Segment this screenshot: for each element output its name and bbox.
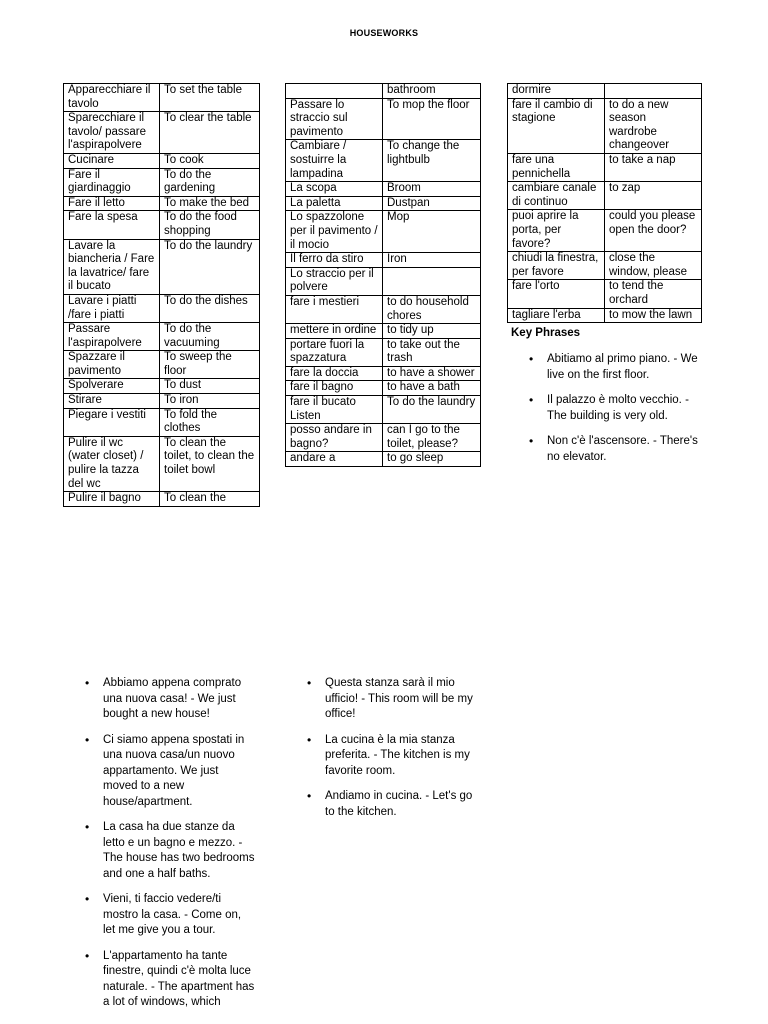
table-row: [286, 253, 481, 268]
italian-term-cell: Fare il giardinaggio: [64, 168, 160, 196]
english-term-cell: to have a shower: [383, 366, 481, 381]
italian-term-cell: Cambiare / sostuirre la lampadina: [286, 140, 383, 182]
italian-term-cell: Il ferro da stiro: [286, 253, 383, 268]
phrases-list-right: [307, 676, 482, 830]
english-term-cell: close the window, please: [605, 252, 702, 280]
italian-term-cell: cambiare canale di continuo: [508, 182, 605, 210]
key-phrase-item: • Non c'è l'ascensore. - There's no elevator.: [529, 434, 709, 465]
table-row: [508, 308, 702, 323]
table-row: [508, 182, 702, 210]
italian-term-cell: La scopa: [286, 182, 383, 197]
table-row: [286, 424, 481, 452]
italian-term-cell: Cucinare: [64, 153, 160, 168]
italian-term-cell: Fare il letto: [64, 196, 160, 211]
table-row: [508, 210, 702, 252]
italian-term-cell: fare il bagno: [286, 381, 383, 396]
vocab-table-1: [63, 83, 260, 507]
table-row: [64, 153, 260, 168]
phrase-item: • La cucina è la mia stanza preferita. - The kitchen is my favorite room.: [307, 733, 482, 780]
english-term-cell: To make the bed: [160, 196, 260, 211]
english-term-cell: to do a new season wardrobe changeover: [605, 98, 702, 153]
english-term-cell: to take out the trash: [383, 338, 481, 366]
italian-term-cell: Lavare la biancheria / Fare la lavatrice/ fare il bucato: [64, 239, 160, 294]
english-term-cell: To do the food shopping: [160, 211, 260, 239]
table-row: [508, 98, 702, 153]
english-term-cell: [605, 84, 702, 99]
english-term-cell: To clean the: [160, 492, 260, 507]
italian-term-cell: fare i mestieri: [286, 295, 383, 323]
italian-term-cell: portare fuori la spazzatura: [286, 338, 383, 366]
table-row: [286, 98, 481, 140]
phrase-item: • Vieni, ti faccio vedere/ti mostro la casa. - Come on, let me give you a tour.: [85, 892, 255, 939]
table-row: [64, 323, 260, 351]
english-term-cell: Dustpan: [383, 196, 481, 211]
table-row: [286, 396, 481, 424]
phrases-list-left: [85, 676, 255, 1021]
table-row: [286, 140, 481, 182]
table-row: [64, 211, 260, 239]
italian-term-cell: Stirare: [64, 394, 160, 409]
english-term-cell: could you please open the door?: [605, 210, 702, 252]
table-row: [508, 280, 702, 308]
english-term-cell: to do household chores: [383, 295, 481, 323]
english-term-cell: To do the laundry: [383, 396, 481, 424]
table-row: [508, 84, 702, 99]
italian-term-cell: Sparecchiare il tavolo/ passare l'aspirapolvere: [64, 112, 160, 154]
italian-term-cell: fare il cambio di stagione: [508, 98, 605, 153]
table-row: [286, 366, 481, 381]
english-term-cell: To dust: [160, 379, 260, 394]
italian-term-cell: Apparecchiare il tavolo: [64, 84, 160, 112]
english-term-cell: To clear the table: [160, 112, 260, 154]
italian-term-cell: La paletta: [286, 196, 383, 211]
italian-term-cell: Lo spazzolone per il pavimento / il mocio: [286, 211, 383, 253]
english-term-cell: To do the dishes: [160, 294, 260, 322]
key-phrases-list: [529, 352, 709, 475]
table-row: [286, 381, 481, 396]
italian-term-cell: fare la doccia: [286, 366, 383, 381]
italian-term-cell: Fare la spesa: [64, 211, 160, 239]
phrase-item: • Questa stanza sarà il mio ufficio! - This room will be my office!: [307, 676, 482, 723]
english-term-cell: bathroom: [383, 84, 481, 99]
italian-term-cell: Piegare i vestiti: [64, 408, 160, 436]
vocab-table-2: [285, 83, 481, 467]
italian-term-cell: Lo straccio per il polvere: [286, 267, 383, 295]
page-title: HOUSEWORKS: [349, 28, 419, 38]
english-term-cell: To clean the toilet, to clean the toilet bowl: [160, 436, 260, 491]
italian-term-cell: mettere in ordine: [286, 324, 383, 339]
italian-term-cell: chiudi la finestra, per favore: [508, 252, 605, 280]
english-term-cell: to have a bath: [383, 381, 481, 396]
english-term-cell: To do the gardening: [160, 168, 260, 196]
english-term-cell: Mop: [383, 211, 481, 253]
table-row: [286, 182, 481, 197]
english-term-cell: To do the laundry: [160, 239, 260, 294]
italian-term-cell: Spolverare: [64, 379, 160, 394]
phrase-item: • L'appartamento ha tante finestre, quindi c'è molta luce naturale. - The apartment has a lot of windows, which: [85, 949, 255, 1011]
phrase-item: • La casa ha due stanze da letto e un bagno e mezzo. - The house has two bedrooms and one a half baths.: [85, 820, 255, 882]
english-term-cell: to tidy up: [383, 324, 481, 339]
table-row: [64, 168, 260, 196]
table-row: [64, 196, 260, 211]
table-row: [286, 324, 481, 339]
english-term-cell: To iron: [160, 394, 260, 409]
table-row: [508, 252, 702, 280]
english-term-cell: To fold the clothes: [160, 408, 260, 436]
table-row: [286, 295, 481, 323]
table-row: [64, 112, 260, 154]
italian-term-cell: Lavare i piatti /fare i piatti: [64, 294, 160, 322]
english-term-cell: To cook: [160, 153, 260, 168]
table-row: [64, 351, 260, 379]
italian-term-cell: fare il bucato Listen: [286, 396, 383, 424]
italian-term-cell: Pulire il wc (water closet) / pulire la tazza del wc: [64, 436, 160, 491]
english-term-cell: Broom: [383, 182, 481, 197]
table-row: [64, 379, 260, 394]
table-row: [286, 196, 481, 211]
italian-term-cell: puoi aprire la porta, per favore?: [508, 210, 605, 252]
english-term-cell: to mow the lawn: [605, 308, 702, 323]
italian-term-cell: posso andare in bagno?: [286, 424, 383, 452]
italian-term-cell: andare a: [286, 452, 383, 467]
vocab-table-3: [507, 83, 702, 323]
english-term-cell: To change the lightbulb: [383, 140, 481, 182]
english-term-cell: to go sleep: [383, 452, 481, 467]
english-term-cell: To mop the floor: [383, 98, 481, 140]
key-phrases-heading: Key Phrases: [511, 327, 581, 339]
italian-term-cell: fare una pennichella: [508, 153, 605, 181]
english-term-cell: to tend the orchard: [605, 280, 702, 308]
english-term-cell: [383, 267, 481, 295]
key-phrase-item: • Abitiamo al primo piano. - We live on the first floor.: [529, 352, 709, 383]
italian-term-cell: Passare lo straccio sul pavimento: [286, 98, 383, 140]
phrase-item: • Ci siamo appena spostati in una nuova casa/un nuovo appartamento. We just moved to a new house/apartment.: [85, 733, 255, 811]
table-row: [64, 436, 260, 491]
table-row: [64, 394, 260, 409]
table-row: [286, 452, 481, 467]
key-phrase-item: • Il palazzo è molto vecchio. - The building is very old.: [529, 393, 709, 424]
italian-term-cell: tagliare l'erba: [508, 308, 605, 323]
table-row: [64, 294, 260, 322]
italian-term-cell: Pulire il bagno: [64, 492, 160, 507]
table-row: [64, 239, 260, 294]
italian-term-cell: fare l'orto: [508, 280, 605, 308]
table-row: [508, 153, 702, 181]
phrase-item: • Andiamo in cucina. - Let's go to the kitchen.: [307, 789, 482, 820]
english-term-cell: To do the vacuuming: [160, 323, 260, 351]
table-row: [64, 84, 260, 112]
table-row: [286, 211, 481, 253]
table-row: [64, 408, 260, 436]
table-row: [286, 338, 481, 366]
english-term-cell: To set the table: [160, 84, 260, 112]
italian-term-cell: Passare l'aspirapolvere: [64, 323, 160, 351]
table-row: [286, 267, 481, 295]
english-term-cell: to take a nap: [605, 153, 702, 181]
phrase-item: • Abbiamo appena comprato una nuova casa! - We just bought a new house!: [85, 676, 255, 723]
italian-term-cell: Spazzare il pavimento: [64, 351, 160, 379]
table-row: [286, 84, 481, 99]
table-row: [64, 492, 260, 507]
english-term-cell: To sweep the floor: [160, 351, 260, 379]
italian-term-cell: dormire: [508, 84, 605, 99]
english-term-cell: Iron: [383, 253, 481, 268]
italian-term-cell: [286, 84, 383, 99]
english-term-cell: can I go to the toilet, please?: [383, 424, 481, 452]
english-term-cell: to zap: [605, 182, 702, 210]
